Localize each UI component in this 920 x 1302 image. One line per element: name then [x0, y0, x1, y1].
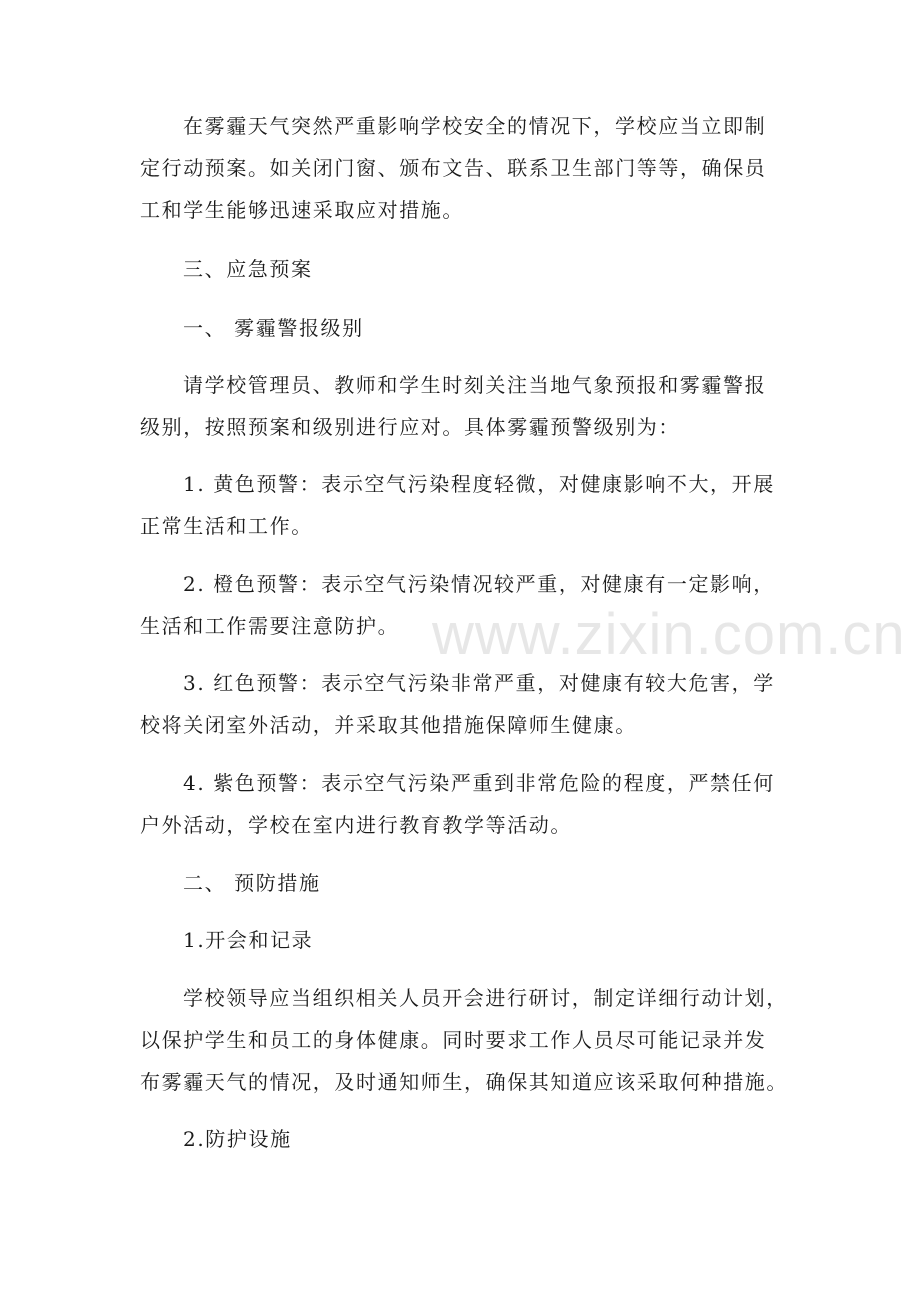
paragraph-line: 定行动预案。如关闭门窗、颁布文告、联系卫生部门等等，确保员 [140, 156, 767, 180]
subsection-heading: 一、 雾霾警报级别 [183, 316, 364, 340]
list-item: 1. 黄色预警：表示空气污染程度轻微，对健康影响不大，开展 [183, 472, 775, 496]
paragraph-line: 请学校管理员、教师和学生时刻关注当地气象预报和雾霾警报 [183, 373, 767, 397]
list-item: 4. 紫色预警：表示空气污染严重到非常危险的程度，严禁任何 [183, 771, 775, 795]
paragraph-line: 工和学生能够迅速采取应对措施。 [140, 198, 464, 222]
list-item: 3. 红色预警：表示空气污染非常严重，对健康有较大危害，学 [183, 671, 775, 695]
paragraph-line: 布雾霾天气的情况，及时通知师生，确保其知道应该采取何种措施。 [140, 1070, 788, 1094]
subsection-title: 2.防护设施 [183, 1127, 292, 1151]
paragraph-line: 级别，按照预案和级别进行应对。具体雾霾预警级别为： [140, 415, 680, 439]
paragraph-line: 以保护学生和员工的身体健康。同时要求工作人员尽可能记录并发 [140, 1028, 767, 1052]
list-item-continuation: 生活和工作需要注意防护。 [140, 614, 400, 638]
subsection-title: 1.开会和记录 [183, 928, 314, 952]
subsection-heading: 二、 预防措施 [183, 871, 321, 895]
paragraph-line: 在雾霾天气突然严重影响学校安全的情况下，学校应当立即制 [183, 114, 767, 138]
paragraph-line: 学校领导应当组织相关人员开会进行研讨，制定详细行动计划， [183, 986, 788, 1010]
list-item-continuation: 校将关闭室外活动，并采取其他措施保障师生健康。 [140, 713, 637, 737]
section-heading: 三、应急预案 [183, 257, 313, 281]
list-item-continuation: 正常生活和工作。 [140, 514, 313, 538]
watermark: www.zixin.com.cn [432, 602, 906, 667]
list-item-continuation: 户外活动，学校在室内进行教育教学等活动。 [140, 813, 572, 837]
list-item: 2. 橙色预警：表示空气污染情况较严重，对健康有一定影响， [183, 572, 775, 596]
